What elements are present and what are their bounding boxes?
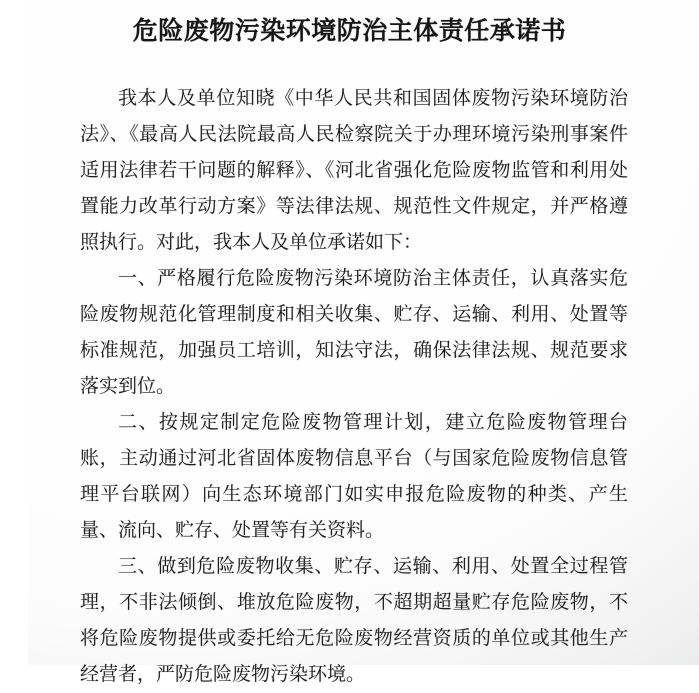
document-title: 危险废物污染环境防治主体责任承诺书 [132,18,567,45]
intro-paragraph: 我本人及单位知晓《中华人民共和国固体废物污染环境防治法》、《最高人民法院最高人民检察院关于办理环境污染刑事案件适用法律若干问题的解释》、《河北省强化危险废物监管和利用处置能力改革行动方案》等法律法规、规范性文件规定，并严格遵照执行。对此，我本人及单位承诺如下： [80,88,628,253]
document-body [80,81,628,693]
commitment-item-1: 一、严格履行危险废物污染环境防治主体责任，认真落实危险废物规范化管理制度和相关收集、贮存、运输、利用、处置等标准规范，加强员工培训，知法守法，确保法律法规、规范要求落实到位。 [80,268,628,397]
commitment-item-2: 二、按规定制定危险废物管理计划，建立危险废物管理台账，主动通过河北省固体废物信息平台（与国家危险废物信息管理平台联网）向生态环境部门如实申报危险废物的种类、产生量、流向、贮存、处置等有关资料。 [80,412,628,541]
commitment-item-3: 三、做到危险废物收集、贮存、运输、利用、处置全过程管理，不非法倾倒、堆放危险废物，不超期超量贮存危险废物，不将危险废物提供或委托给无危险废物经营资质的单位或其他生产经营者，严防危险废物污染环境。 [80,556,628,685]
